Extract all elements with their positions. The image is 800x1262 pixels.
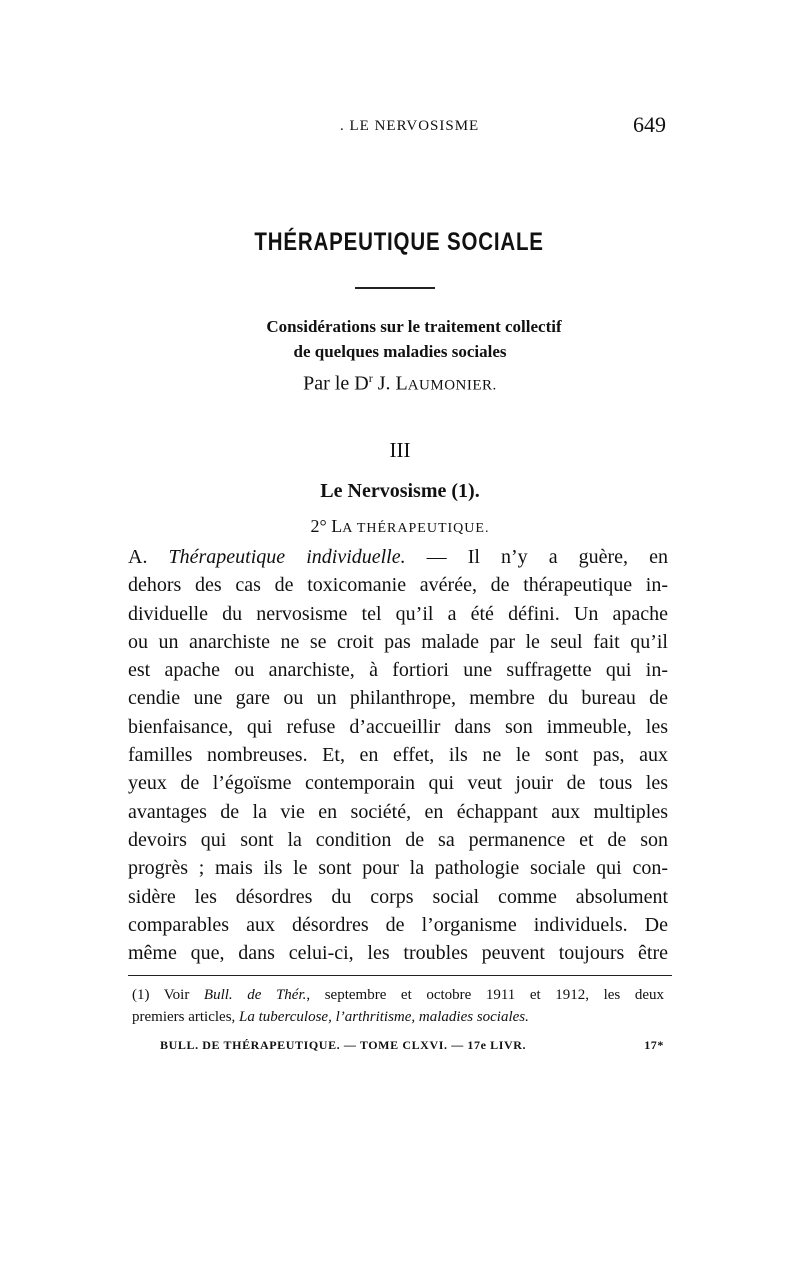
body-line: ou un anarchiste ne se croit pas malade par le seul fait qu’il — [128, 630, 668, 653]
author-initial: J. L — [372, 372, 408, 395]
footnote-marker: (1) Voir — [132, 987, 204, 1003]
author-name: AUMONIER. — [407, 377, 497, 394]
body-line: devoirs qui sont la condition de sa permanence et de son — [128, 828, 668, 851]
running-title: . LE NERVOSISME — [340, 118, 480, 134]
lead-label: A. — [128, 546, 169, 568]
body-line: familles nombreuses. Et, en effet, ils ne le sont pas, aux — [128, 744, 668, 767]
body-line: sidère les désordres du corps social comme absolument — [128, 885, 668, 908]
article-title: THÉRAPEUTIQUE SOCIALE — [254, 228, 544, 256]
footnote-line-1 — [132, 984, 664, 1006]
section-title: Le Nervosisme (1). — [320, 480, 480, 502]
footnote-line-2 — [132, 1006, 664, 1028]
subtitle-line-1: Considérations sur le traitement collectif — [266, 317, 562, 336]
body-line: bienfaisance, qui refuse d’accueillir dans son immeuble, les — [128, 715, 668, 738]
footnote-line2-italic: La tuberculose, l’arthritisme, maladies sociales. — [239, 1009, 529, 1025]
body-line: comparables aux désordres de l’organisme individuels. De — [128, 913, 668, 936]
printer-signature — [160, 1038, 664, 1053]
body-line: dividuelle du nervosisme tel qu’il a été défini. Un apache — [128, 602, 668, 625]
footnote-ref-rest: , septembre et octobre 1911 et 1912, les deux — [306, 987, 664, 1003]
section-number: III — [389, 438, 411, 462]
signature-left: BULL. DE THÉRAPEUTIQUE. — TOME CLXVI. — 17e LIVR. — [160, 1038, 527, 1052]
footnote-ref: Bull. de Thér. — [203, 987, 307, 1003]
body-line: dehors des cas de toxicomanie avérée, de thérapeutique in- — [128, 574, 668, 597]
footnote — [132, 984, 664, 1028]
body-line: avantages de la vie en société, en échappant aux multiples — [128, 800, 668, 823]
body-line: progrès ; mais ils le sont pour la pathologie sociale qui con- — [128, 857, 668, 880]
author-prefix: Par le D — [303, 372, 369, 395]
body-line: même que, dans celui-ci, les troubles peuvent toujours être — [128, 942, 668, 965]
author-sup: r — [368, 371, 373, 385]
lead-rest: — Il n’y a guère, en — [405, 546, 668, 568]
signature-right: 17* — [644, 1038, 664, 1052]
body-text — [128, 543, 668, 967]
subsection-heading — [0, 516, 800, 537]
body-line-lead — [128, 543, 668, 571]
footnote-rule — [128, 975, 672, 976]
subtitle-line-2: de quelques maladies sociales — [293, 342, 507, 361]
lead-italic: Thérapeutique individuelle. — [168, 546, 406, 568]
subsection-first: A — [342, 521, 357, 536]
author-line — [0, 371, 800, 396]
page-number: 649 — [633, 112, 666, 137]
subsection-num: 2° L — [310, 516, 343, 536]
page-header — [300, 112, 666, 142]
body-line: yeux de l’égoïsme contemporain qui veut jouir de tous les — [128, 772, 668, 795]
body-line: cendie une gare ou un philanthrope, membre du bureau de — [128, 687, 668, 710]
body-line: est apache ou anarchiste, à fortiori une suffragette qui in- — [128, 659, 668, 682]
title-rule — [355, 287, 435, 289]
subsection-rest: THÉRAPEUTIQUE. — [356, 521, 490, 536]
footnote-line2-start: premiers articles, — [132, 1009, 240, 1025]
